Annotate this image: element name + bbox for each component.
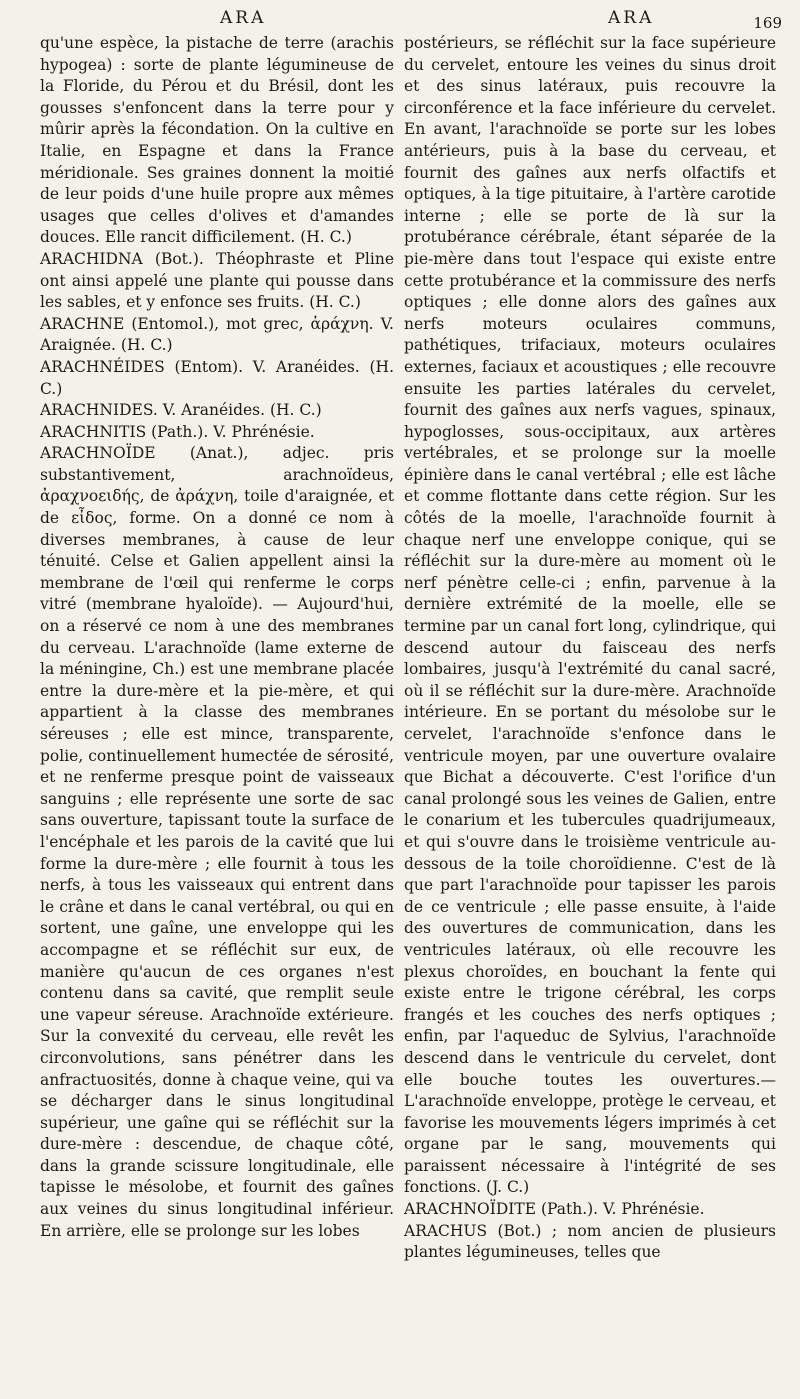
- entry-arachidna: ARACHIDNA (Bot.). Théophraste et Pline ont ainsi appelé une plante qui pousse dans les sables, et y enfonce ses fruits. (H. C.): [40, 249, 394, 312]
- entry-arachnitis: ARACHNITIS (Path.). V. Phrénésie.: [40, 422, 315, 441]
- entry-arachus: ARACHUS (Bot.) ; nom ancien de plusieurs plantes légumineuses, telles que: [404, 1221, 776, 1262]
- entry-arachne: ARACHNE (Entomol.), mot grec, ἀράχνη. V. Araignée. (H. C.): [40, 314, 394, 355]
- entry-arachnoide: ARACHNOÏDE (Anat.), adjec. pris substantivement, arachnoïdeus, ἀραχνοειδής, de ἀράχνη, toile d'araignée, et de εἶδος, forme. On a donné ce nom à diverses membranes, à cause de leur ténuité. Celse et Galien appellent ainsi la membrane de l'œil qui renferme le corps vitré (membrane hyaloïde). — Aujourd'hui, on a réservé ce nom à une des membranes du cerveau. L'arachnoïde (lame externe de la méningine, Ch.) est une membrane placée entre la dure-mère et la pie-mère, et qui appartient à la classe des membranes séreuses ; elle est mince, transparente, polie, continuellement humectée de sérosité, et ne renferme presque point de vaisseaux sanguins ; elle représente une sorte de sac sans ouverture, tapissant toute la surface de l'encéphale et les parois de la cavité que lui forme la dure-mère ; elle fournit à tous les nerfs, à tous les vaisseaux qui entrent dans le crâne et dans le canal vertébral, ou qui en sortent, une gaîne, une enveloppe qui les accompagne et se réfléchit sur eux, de manière qu'aucun de ces organes n'est contenu dans sa cavité, que remplit seule une vapeur séreuse. Arachnoïde extérieure. Sur la convexité du cerveau, elle revêt les circonvolutions, sans pénétrer dans les anfractuosités, donne à chaque veine, qui va se décharger dans le sinus longitudinal supérieur, une gaîne qui se réfléchit sur la dure-mère : descendue, de chaque côté, dans la grande scissure longitudinale, elle tapisse le mésolobe, et fournit des gaînes aux veines du sinus longitudinal inférieur. En arrière, elle se prolonge sur les lobes: [40, 444, 394, 1240]
- left-column: [40, 33, 394, 1242]
- entry-arachnoidite: ARACHNOÏDITE (Path.). V. Phrénésie.: [404, 1200, 705, 1219]
- entry-paragraph: qu'une espèce, la pistache de terre (arachis hypogea) : sorte de plante légumineuse de la Floride, du Pérou et du Brésil, dont les gousses s'enfoncent dans la terre pour y mûrir après la fécondation. On la cultive en Italie, en Espagne et dans la France méridionale. Ses graines donnent la moitié de leur poids d'une huile propre aux mêmes usages que celles d'olives et d'amandes douces. Elle rancit difficilement. (H. C.): [40, 34, 394, 247]
- entry-arachneides: ARACHNÉIDES (Entom). V. Aranéides. (H. C.): [40, 357, 394, 398]
- running-head-left: ARA: [220, 8, 267, 28]
- entry-arachnoide-continued: postérieurs, se réfléchit sur la face supérieure du cervelet, entoure les veines du sinus droit et des sinus latéraux, puis recouvre la circonférence et la face inférieure du cervelet. En avant, l'arachnoïde se porte sur les lobes antérieurs, puis à la base du cerveau, et fournit des gaînes aux nerfs olfactifs et optiques, à la tige pituitaire, à l'artère carotide interne ; elle se porte de là sur la protubérance cérébrale, étant séparée de la pie-mère dans tout l'espace qui existe entre cette protubérance et la commissure des nerfs optiques ; elle donne alors des gaînes aux nerfs moteurs oculaires communs, pathétiques, trifaciaux, moteurs oculaires externes, faciaux et acoustiques ; elle recouvre ensuite les parties latérales du cervelet, fournit des gaînes aux nerfs vagues, spinaux, hypoglosses, sous-occipitaux, aux artères vertébrales, et se prolonge sur la moelle épinière dans le canal vertébral ; elle est lâche et comme flottante dans cette région. Sur les côtés de la moelle, l'arachnoïde fournit à chaque nerf une enveloppe conique, qui se réfléchit sur la dure-mère au moment où le nerf pénètre celle-ci ; enfin, parvenue à la dernière extrémité de la moelle, elle se termine par un canal fort long, cylindrique, qui descend autour du faisceau des nerfs lombaires, jusqu'à l'extrémité du canal sacré, où il se réfléchit sur la dure-mère. Arachnoïde intérieure. En se portant du mésolobe sur le cervelet, l'arachnoïde s'enfonce dans le ventricule moyen, par une ouverture ovalaire que Bichat a découverte. C'est l'orifice d'un canal prolongé sous les veines de Galien, entre le conarium et les tubercules quadrijumeaux, et qui s'ouvre dans le troisième ventricule au-dessous de la toile choroïdienne. C'est de là que part l'arachnoïde pour tapisser les parois de ce ventricule ; elle passe ensuite, à l'aide des ouvertures de communication, dans les ventricules latéraux, où elle recouvre les plexus choroïdes, en bouchant la fente qui existe entre le trigone cérébral, les corps frangés et les couches des nerfs optiques ; enfin, par l'aqueduc de Sylvius, l'arachnoïde descend dans le ventricule du cervelet, dont elle bouche toutes les ouvertures.—L'arachnoïde enveloppe, protège le cerveau, et favorise les mouvements légers imprimés à cet organe par le sang, mouvements qui paraissent nécessaire à l'intégrité de ses fonctions. (J. C.): [404, 34, 776, 1197]
- right-column: [404, 33, 776, 1264]
- running-head-right: ARA: [608, 8, 655, 28]
- entry-arachnides: ARACHNIDES. V. Aranéides. (H. C.): [40, 401, 322, 420]
- page-number: 169: [753, 14, 782, 32]
